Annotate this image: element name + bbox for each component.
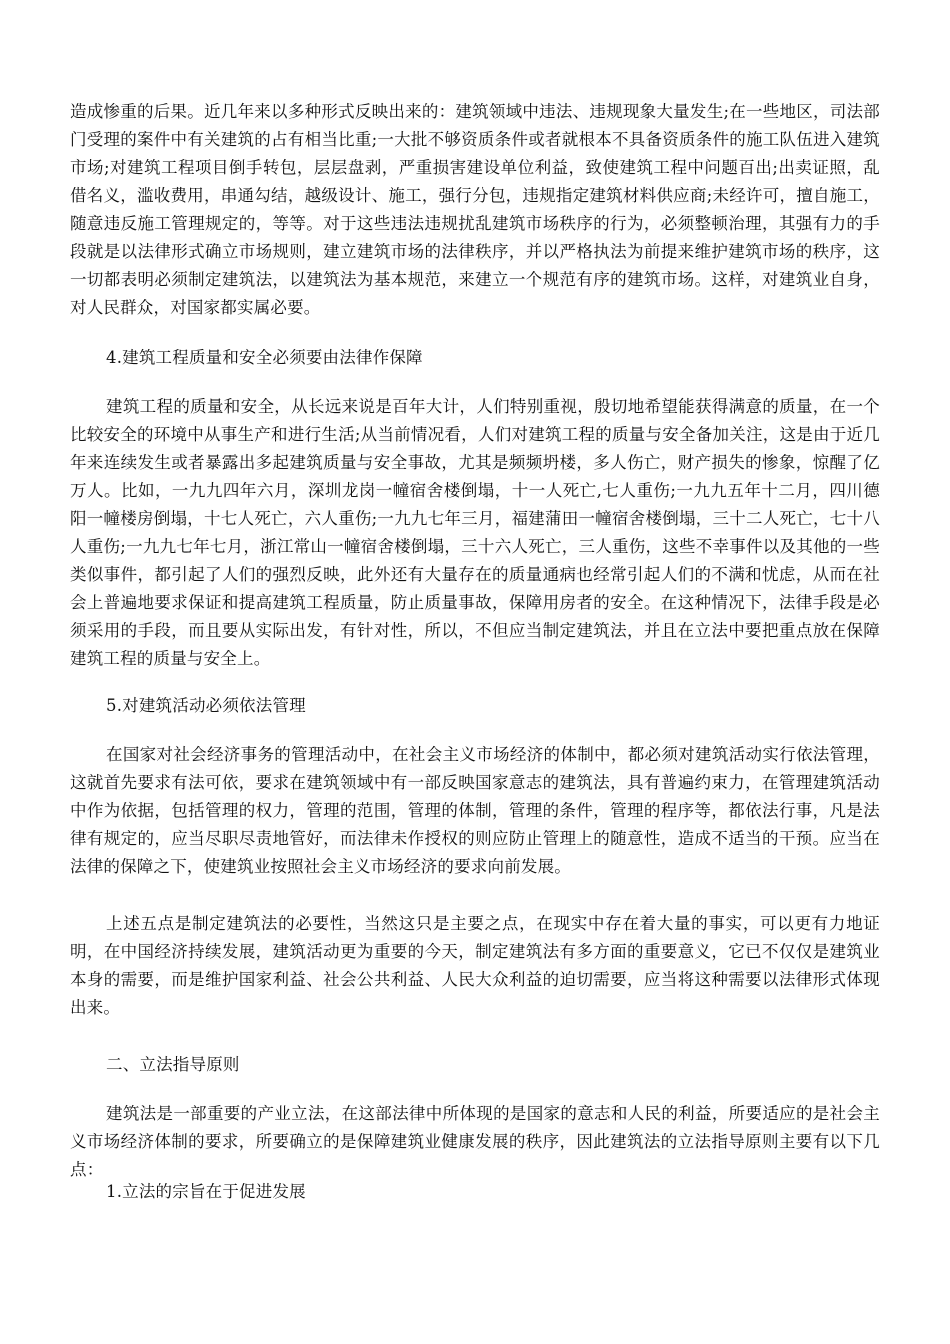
paragraph-market-order: 造成惨重的后果。近几年来以多种形式反映出来的：建筑领域中违法、违规现象大量发生;在一些地区，司法部门受理的案件中有关建筑的占有相当比重;一大批不够资质条件或者就根本不具备资质条件的施工队伍进入建筑市场;对建筑工程项目倒手转包，层层盘剥，严重损害建设单位利益，致使建筑工程中问题百出;出卖证照，乱借名义，滥收费用，串通勾结，越级设计、施工，强行分包，违规指定建筑材料供应商;未经许可，擅自施工，随意违反施工管理规定的，等等。对于这些违法违规扰乱建筑市场秩序的行为，必须整顿治理，其强有力的手段就是以法律形式确立市场规则，建立建筑市场的法律秩序，并以严格执法为前提来维护建筑市场的秩序，这一切都表明必须制定建筑法，以建筑法为基本规范，来建立一个规范有序的建筑市场。这样，对建筑业自身，对人民群众，对国家都实属必要。 [70,102,880,317]
paragraph-quality-safety: 建筑工程的质量和安全，从长远来说是百年大计，人们特别重视，殷切地希望能获得满意的质量，在一个比较安全的环境中从事生产和进行生活;从当前情况看，人们对建筑工程的质量与安全备加关注，这是由于近几年来连续发生或者暴露出多起建筑质量与安全事故，尤其是频频坍楼，多人伤亡，财产损失的惨象，惊醒了亿万人。比如，一九九四年六月，深圳龙岗一幢宿舍楼倒塌，十一人死亡,七人重伤;一九九五年十二月，四川德阳一幢楼房倒塌，十七人死亡，六人重伤;一九九七年三月，福建蒲田一幢宿舍楼倒塌，三十二人死亡，七十八人重伤;一九九七年七月，浙江常山一幢宿舍楼倒塌，三十六人死亡，三人重伤，这些不幸事件以及其他的一些类似事件，都引起了人们的强烈反映，此外还有大量存在的质量通病也经常引起人们的不满和忧虑，从而在社会上普遍地要求保证和提高建筑工程质量，防止质量事故，保障用房者的安全。在这种情况下，法律手段是必须采用的手段，而且要从实际出发，有针对性，所以，不但应当制定建筑法，并且在立法中要把重点放在保障建筑工程的质量与安全上。 [70,397,880,668]
paragraph-principles: 建筑法是一部重要的产业立法，在这部法律中所体现的是国家的意志和人民的利益，所要适应的是社会主义市场经济体制的要求，所要确立的是保障建筑业健康发展的秩序，因此建筑法的立法指导原则主要有以下几点： [70,1104,880,1179]
section-heading-principles: 二、立法指导原则 [106,1055,240,1074]
paragraph-management: 在国家对社会经济事务的管理活动中，在社会主义市场经济的体制中，都必须对建筑活动实行依法管理，这就首先要求有法可依，要求在建筑领域中有一部反映国家意志的建筑法，具有普遍约束力，在管理建筑活动中作为依据，包括管理的权力，管理的范围，管理的体制，管理的条件，管理的程序等，都依法行事，凡是法律有规定的，应当尽职尽责地管好，而法律未作授权的则应防止管理上的随意性，造成不适当的干预。应当在法律的保障之下，使建筑业按照社会主义市场经济的要求向前发展。 [70,745,880,876]
section-heading-quality-safety: 4.建筑工程质量和安全必须要由法律作保障 [106,348,423,367]
paragraph-summary: 上述五点是制定建筑法的必要性，当然这只是主要之点，在现实中存在着大量的事实，可以更有力地证明，在中国经济持续发展，建筑活动更为重要的今天，制定建筑法有多方面的重要意义，它已不仅仅是建筑业本身的需要，而是维护国家利益、社会公共利益、人民大众利益的迫切需要，应当将这种需要以法律形式体现出来。 [70,914,880,1017]
section-heading-management: 5.对建筑活动必须依法管理 [106,696,306,715]
subsection-heading-purpose: 1.立法的宗旨在于促进发展 [106,1182,306,1201]
